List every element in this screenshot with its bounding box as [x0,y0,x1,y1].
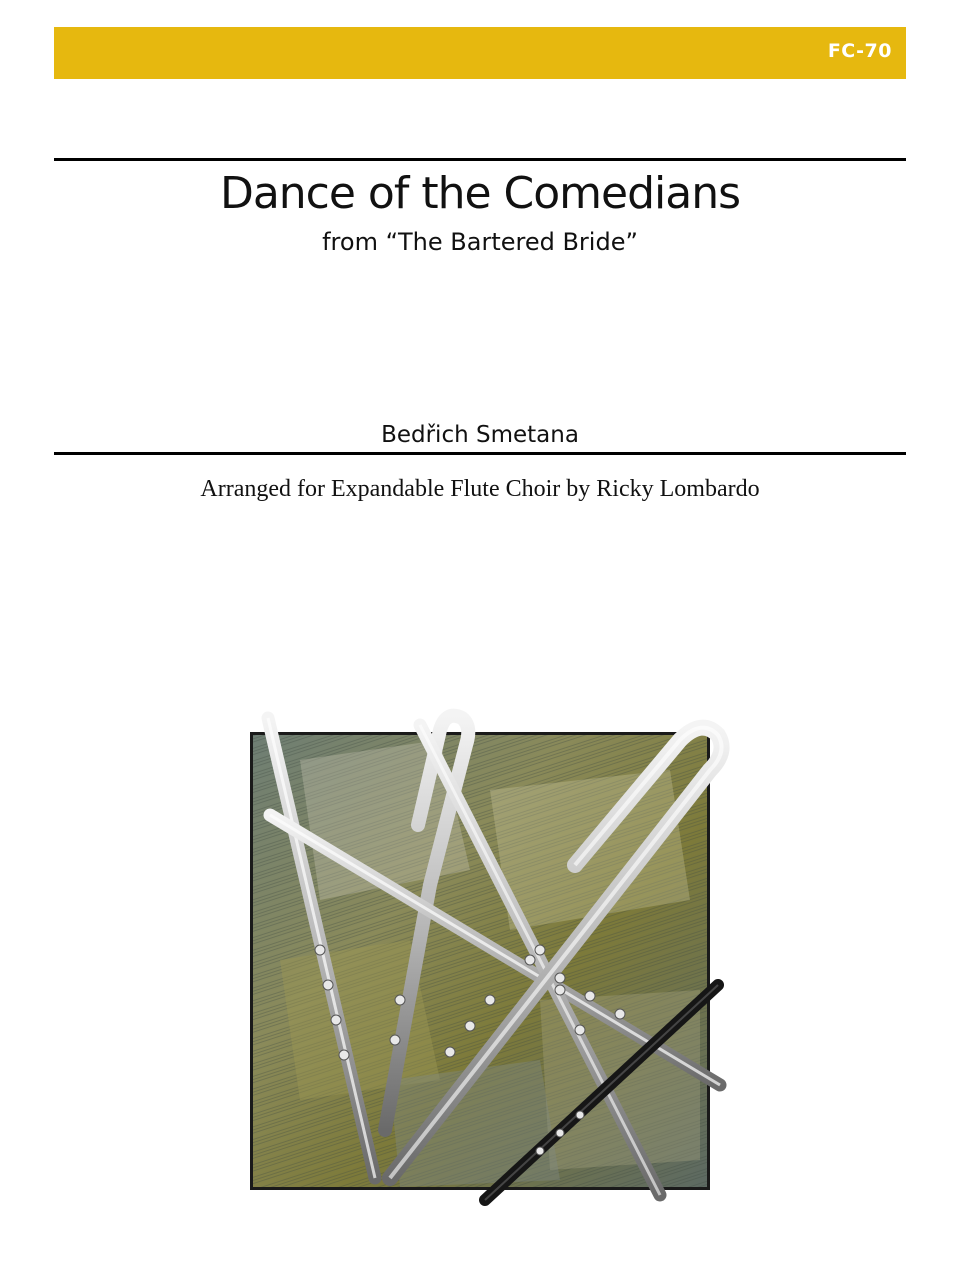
cover-illustration [240,700,740,1210]
top-divider [54,158,906,161]
piece-subtitle: from “The Bartered Bride” [322,228,638,256]
middle-divider [54,452,906,455]
arrangement-credit: Arranged for Expandable Flute Choir by Ricky Lombardo [200,476,760,502]
composer-name: Bedřich Smetana [381,422,579,448]
header-bar [54,27,906,79]
piece-title: Dance of the Comedians [219,168,741,219]
catalog-code: FC-70 [827,40,892,62]
